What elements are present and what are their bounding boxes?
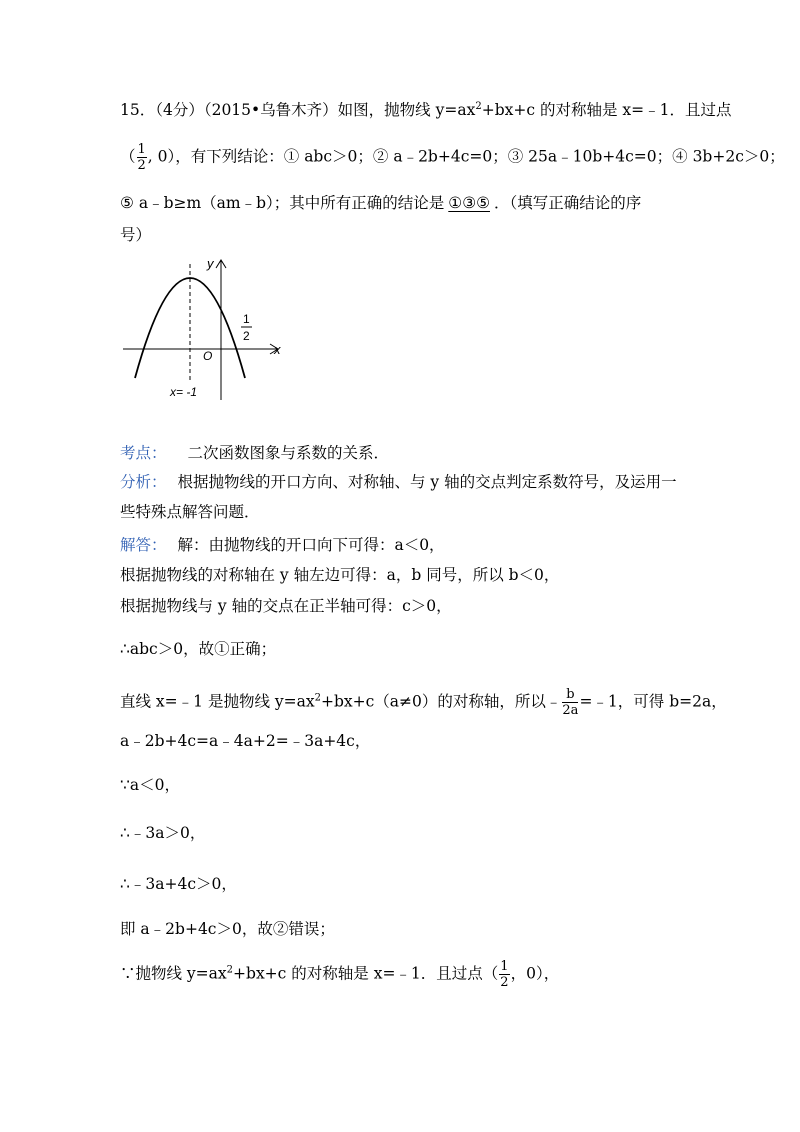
fraction-denominator: 2a [562, 703, 579, 718]
solution-text: ，0）， [510, 964, 560, 983]
paren: （ [120, 147, 136, 166]
y-axis-label: y [207, 256, 214, 271]
fenxi-text: 些特殊点解答问题． [120, 503, 260, 521]
solution-line-fraction [120, 688, 727, 717]
fraction-denominator: 2 [137, 158, 146, 173]
kaodian-row [120, 443, 389, 463]
fraction-b-over-2a [562, 688, 578, 717]
solution-line: 即 a﹣2b+4c＞0，故②错误； [120, 920, 335, 938]
kaodian-text: 二次函数图象与系数的关系． [187, 444, 389, 462]
fraction-half [137, 143, 147, 172]
solution-text: +bx+c（a≠0）的对称轴，所以﹣ [320, 692, 562, 711]
x-axis-label: x [274, 342, 281, 357]
solution-line: 根据抛物线的对称轴在 y 轴左边可得：a，b 同号，所以 b＜0， [120, 566, 560, 584]
problem-line-4 [120, 225, 151, 245]
solution-line: ∴﹣3a＞0， [120, 824, 206, 842]
fenxi-row-2 [120, 502, 260, 522]
fraction-numerator: b [562, 688, 578, 703]
solution-text: 直线 x=﹣1 是抛物线 y=ax [120, 692, 315, 711]
solution-text: =﹣1，可得 b=2a， [579, 692, 727, 711]
problem-line-2 [120, 143, 785, 172]
solution-text: +bx+c 的对称轴是 x=﹣1．且过点（ [233, 964, 499, 983]
exponent: 2 [475, 101, 482, 112]
problem-line-3 [120, 193, 641, 213]
solution-text: ∵抛物线 y=ax [120, 964, 227, 983]
problem-text: ⑤ a﹣b≥m（am﹣b）；其中所有正确的结论是 [120, 194, 445, 212]
solution-line: ∵a＜0， [120, 776, 180, 794]
symmetry-label: x= -1 [170, 385, 198, 399]
origin-label: O [203, 349, 213, 363]
solution-line-fraction [120, 960, 559, 989]
problem-text: ．（填写正确结论的序 [493, 194, 642, 212]
solution-line: ∴abc＞0，故①正确； [120, 640, 277, 658]
kaodian-label: 考点： [120, 444, 167, 462]
half-label-denominator: 2 [243, 329, 250, 343]
half-label-numerator: 1 [243, 312, 250, 326]
problem-line-1 [120, 100, 731, 120]
parabola-figure [115, 250, 295, 405]
fenxi-text: 根据抛物线的开口方向、对称轴、与 y 轴的交点判定系数符号，及运用一 [177, 473, 677, 491]
solution-line: ∴﹣3a+4c＞0， [120, 875, 237, 893]
problem-text: +bx+c 的对称轴是 x=﹣1．且过点 [481, 101, 732, 119]
jieda-row [120, 535, 445, 555]
jieda-label: 解答： [120, 536, 167, 554]
fraction-numerator: 1 [137, 142, 146, 157]
fraction-half [499, 960, 509, 989]
fraction-denominator: 2 [500, 975, 509, 990]
answer-blank: ①③⑤ [448, 194, 490, 212]
solution-line: a﹣2b+4c=a﹣4a+2=﹣3a+4c， [120, 732, 371, 750]
exponent: 2 [226, 964, 234, 976]
fraction-numerator: 1 [500, 959, 509, 974]
solution-line: 根据抛物线与 y 轴的交点在正半轴可得：c＞0， [120, 597, 452, 615]
problem-text: 15．（4分）（2015•乌鲁木齐）如图，抛物线 y=ax [120, 101, 476, 119]
fenxi-label: 分析： [120, 473, 167, 491]
problem-text: , 0），有下列结论：① abc＞0；② a﹣2b+4c=0；③ 25a﹣10b+4c=0；④ 3b+2c＞0； [147, 147, 785, 166]
jieda-text: 解：由抛物线的开口向下可得：a＜0， [177, 536, 445, 554]
fenxi-row [120, 472, 677, 492]
exponent: 2 [314, 692, 321, 704]
problem-text: 号） [120, 226, 152, 244]
